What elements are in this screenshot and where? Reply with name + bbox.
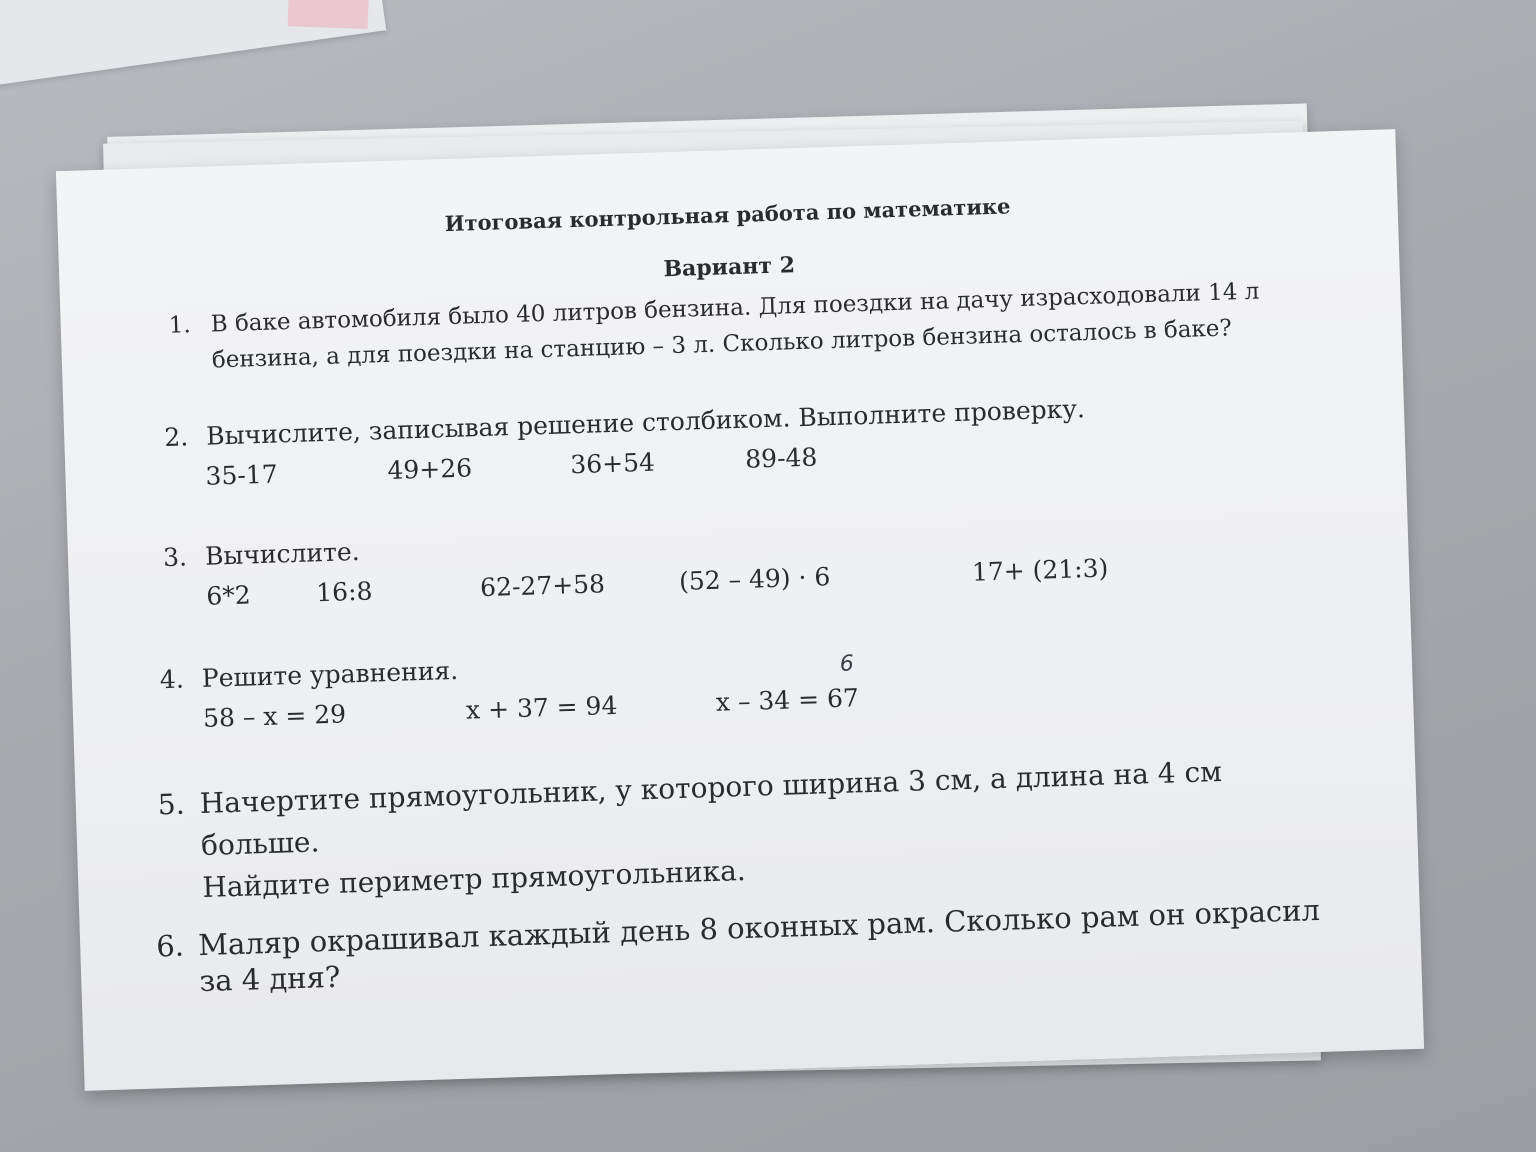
task-6 [156,891,1358,1001]
expression: 62-27+58 [479,569,606,603]
task-number: 4. [159,664,185,695]
task-number: 6. [155,928,185,964]
expression: 49+26 [386,453,473,485]
expression: 35-17 [205,459,279,491]
page-title: Итоговая контрольная работа по математике [444,193,1011,237]
task-2 [164,385,1266,500]
handwritten-correction: 6 [839,651,855,677]
task-text: Вычислите. [204,536,361,571]
task-5 [157,748,1310,910]
task-number: 5. [157,787,186,822]
variant-label: Вариант 2 [663,252,796,283]
expression: x – 34 = 67 [715,683,860,717]
background-paper [0,0,386,89]
task-text-line: Начертите прямоугольник, у которого ширина 3 см, а длина на 4 см больше. [199,754,1223,863]
expression: 16:8 [315,576,373,608]
test-sheet [56,129,1424,1091]
expression: (52 – 49) · 6 [678,562,831,596]
task-number: 1. [168,312,192,339]
task-text-line: Найдите периметр прямоугольника. [201,853,747,905]
expression: 58 – x = 29 [202,699,347,733]
task-4 [159,628,1261,743]
expression: 6*2 [205,580,252,611]
task-text: Решите уравнения. [201,655,459,693]
task-number: 3. [162,542,188,573]
task-number: 2. [163,422,189,452]
expression: 89-48 [744,442,818,474]
expression: 17+ (21:3) [971,553,1109,587]
task-text: Вычислите, записывая решение столбиком. Выполните проверку. [205,394,1086,451]
expression: 36+54 [569,447,656,480]
background-paper-edge [288,0,371,29]
expression: x + 37 = 94 [465,690,618,725]
task-text: В баке автомобиля было 40 литров бензина. Для поездки на дачу израсходовали 14 л бензина, а для поездки на станцию – 3 л. Сколько литров бензина осталось в баке? [210,278,1260,374]
task-text: Маляр окрашивал каждый день 8 оконных рам. Сколько рам он окрасил за 4 дня? [197,892,1321,999]
task-3 [163,506,1265,621]
